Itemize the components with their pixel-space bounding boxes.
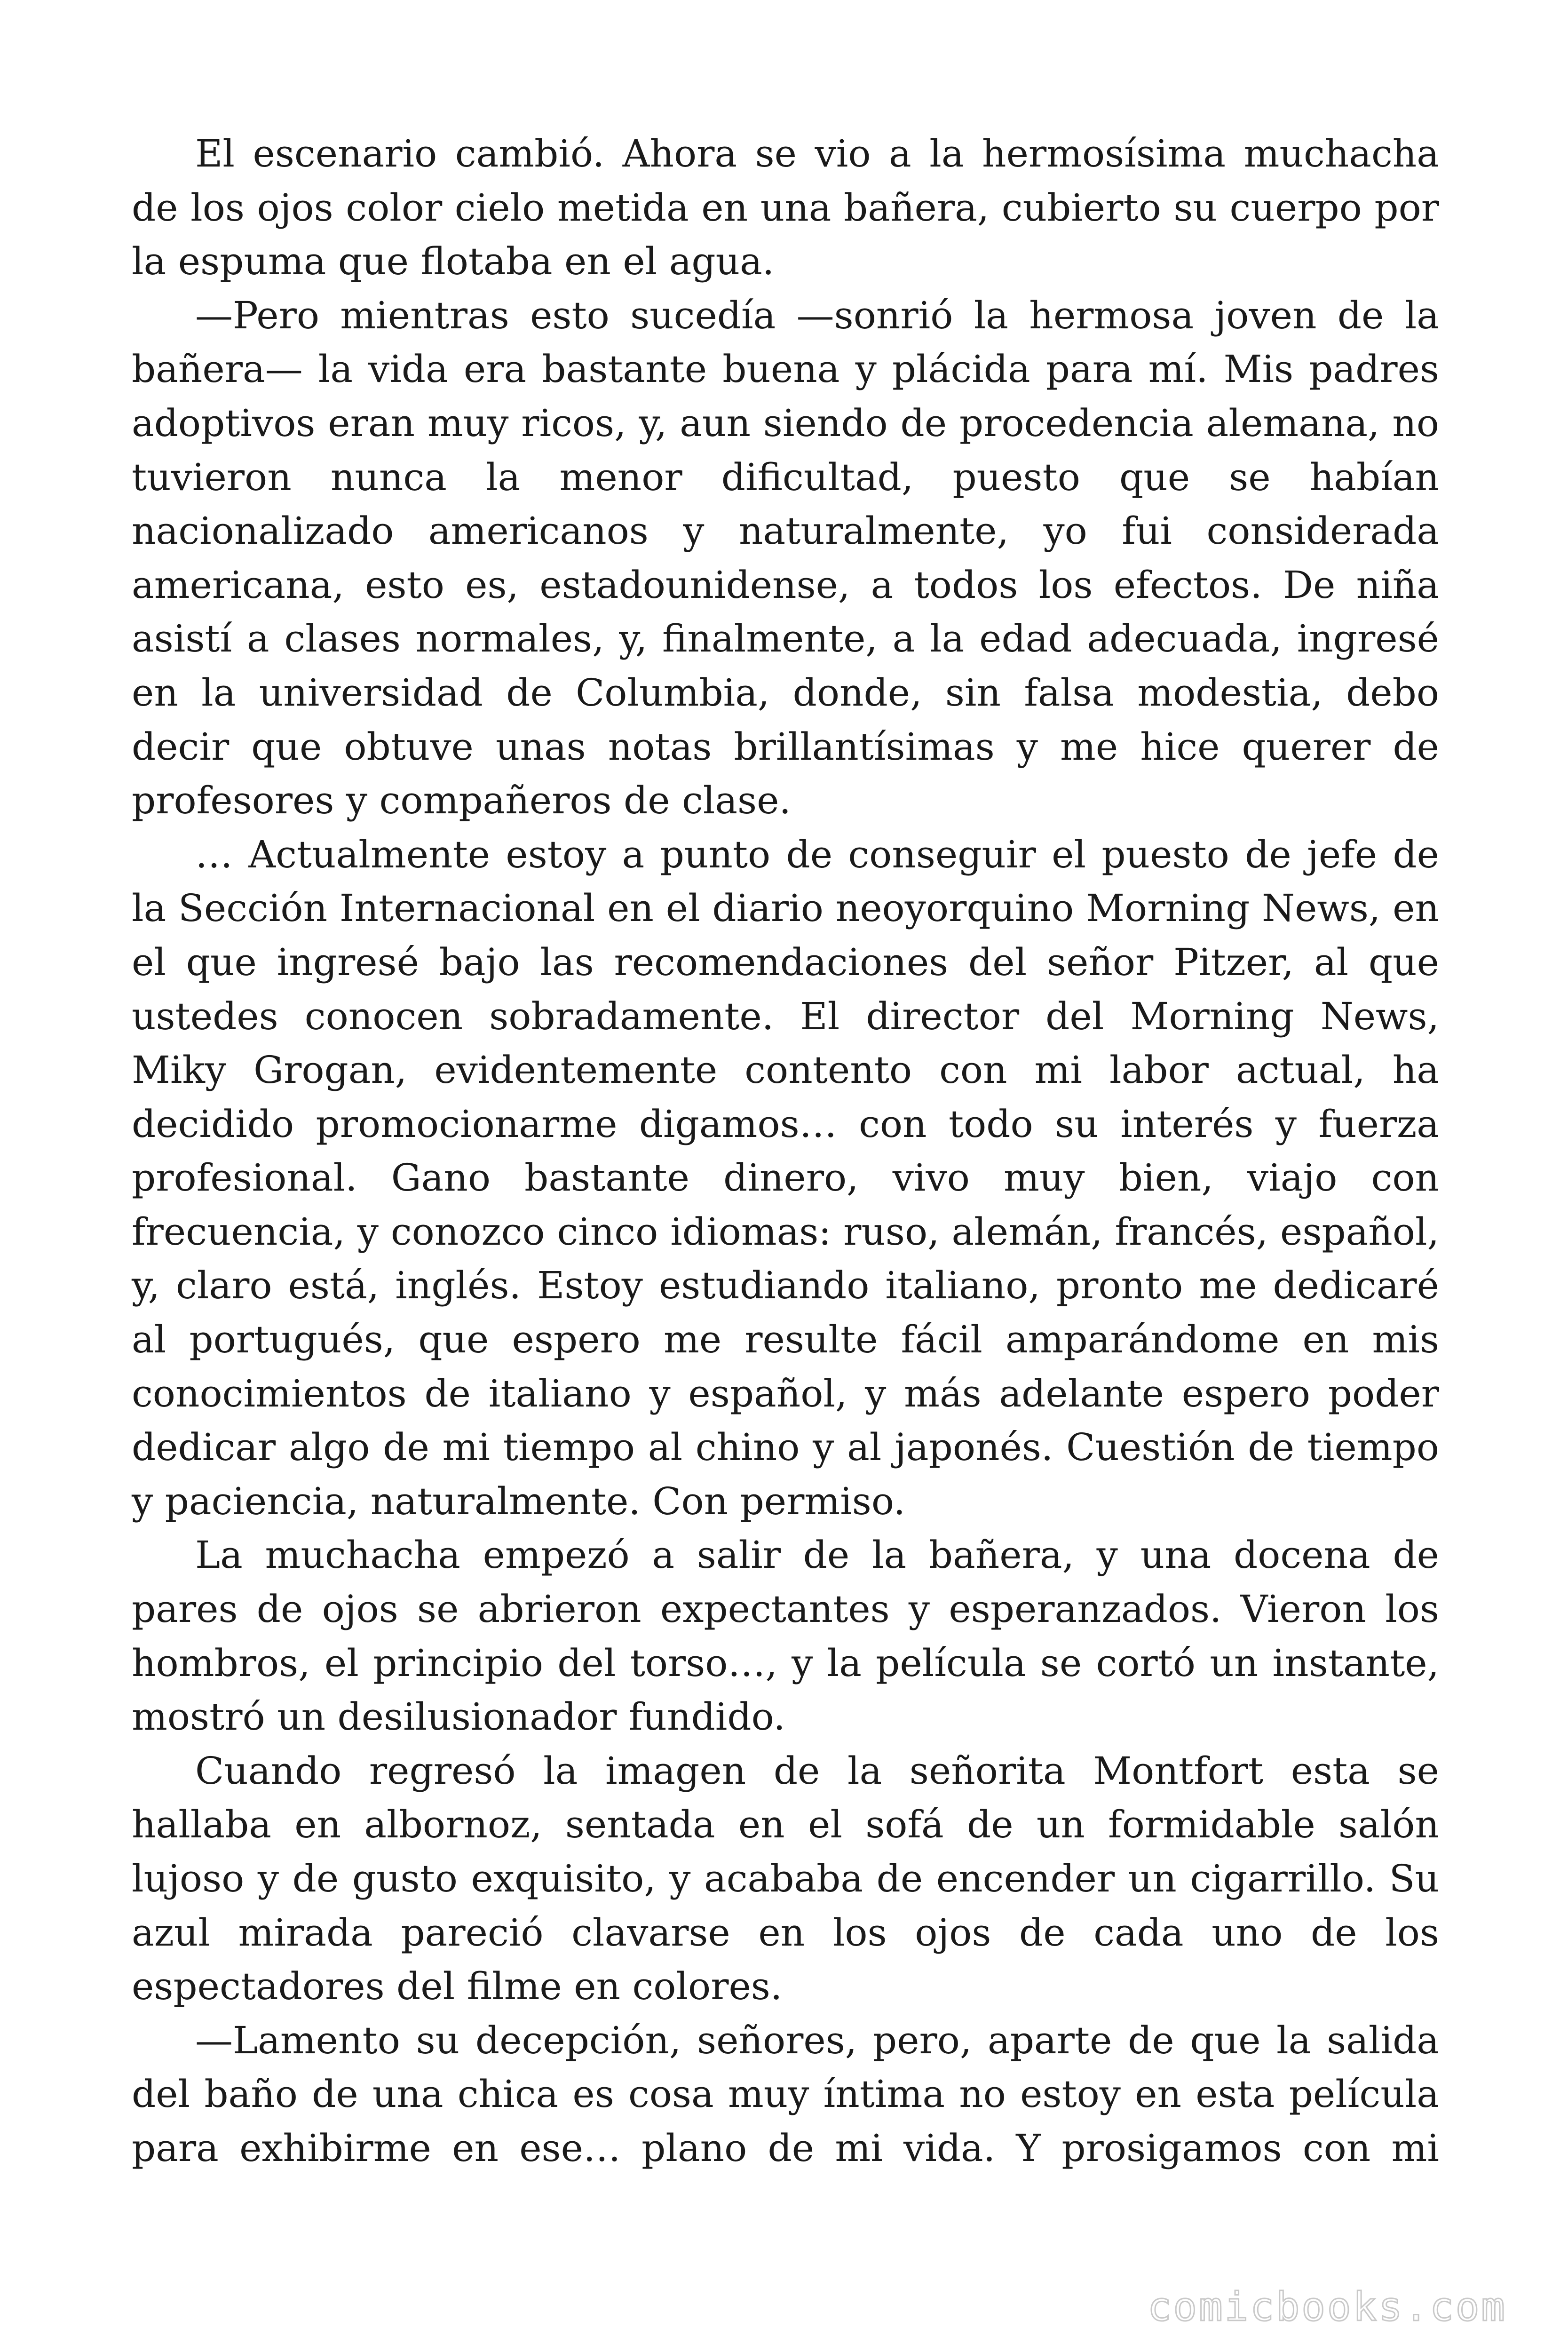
- paragraph: —Pero mientras esto sucedía —sonrió la hermosa joven de la bañera— la vida era bastante buena y plácida para mí. Mis padres adoptivos eran muy ricos, y, aun siendo de procedencia alemana, no tuvieron nunca la menor dificultad, puesto que se habían nacionalizado americanos y naturalmente, yo fui considerada americana, esto es, estadounidense, a todos los efectos. De niña asistí a clases normales, y, finalmente, a la edad adecuada, ingresé en la universidad de Columbia, donde, sin falsa modestia, debo decir que obtuve unas notas brillantísimas y me hice querer de profesores y compañeros de clase.: [132, 293, 1439, 823]
- page-text: [132, 127, 1439, 2176]
- paragraph: El escenario cambió. Ahora se vio a la hermosísima muchacha de los ojos color cielo metida en una bañera, cubierto su cuerpo por la espuma que flotaba en el agua.: [132, 132, 1439, 284]
- paragraph: … Actualmente estoy a punto de conseguir el puesto de jefe de la Sección Internacional en el diario neoyorquino Morning News, en el que ingresé bajo las recomendaciones del señor Pitzer, al que ustedes conocen sobradamente. El director del Morning News, Miky Grogan, evidentemente contento con mi labor actual, ha decidido promocionarme digamos… con todo su interés y fuerza profesional. Gano bastante dinero, vivo muy bien, viajo con frecuencia, y conozco cinco idiomas: ruso, alemán, francés, español, y, claro está, inglés. Estoy estudiando italiano, pronto me dedicaré al portugués, que espero me resulte fácil amparándome en mis conocimientos de italiano y español, y más adelante espero poder dedicar algo de mi tiempo al chino y al japonés. Cuestión de tiempo y paciencia, naturalmente. Con permiso.: [132, 832, 1439, 1523]
- paragraph: —Lamento su decepción, señores, pero, aparte de que la salida del baño de una chica es cosa muy íntima no estoy en esta película para exhibirme en ese… plano de mi vida. Y prosigamos con mi: [132, 2018, 1439, 2170]
- paragraph: La muchacha empezó a salir de la bañera, y una docena de pares de ojos se abrieron expectantes y esperanzados. Vieron los hombros, el principio del torso…, y la película se cortó un instante, mostró un desilusionador fundido.: [132, 1533, 1439, 1739]
- watermark: comicbooks.com: [1147, 2284, 1507, 2330]
- paragraph: Cuando regresó la imagen de la señorita Montfort esta se hallaba en albornoz, sentada en el sofá de un formidable salón lujoso y de gusto exquisito, y acababa de encender un cigarrillo. Su azul mirada pareció clavarse en los ojos de cada uno de los espectadores del filme en colores.: [132, 1748, 1439, 2009]
